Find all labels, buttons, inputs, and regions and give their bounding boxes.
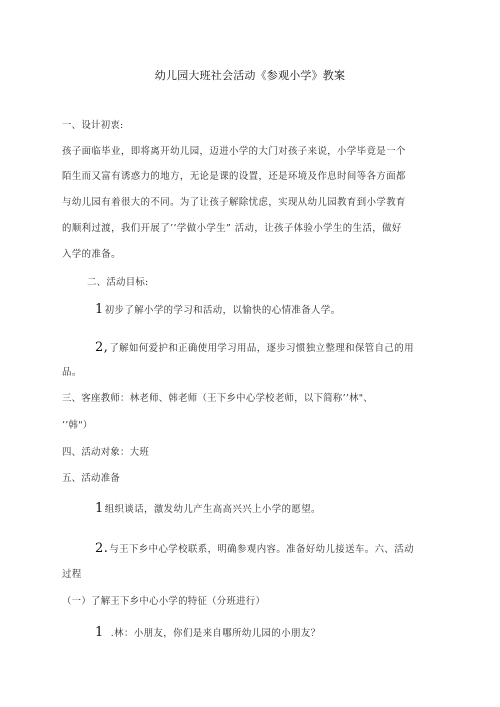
dialog-line-1-text: .林：小朋友，你们是来自哪所幼儿园的小朋友？ bbox=[110, 628, 321, 639]
goal-item-1-number: 1 bbox=[95, 302, 104, 317]
section-heading-goals: 二、活动目标: bbox=[87, 277, 149, 288]
dialog-line-1-number: 1 bbox=[95, 625, 104, 640]
prep-item-2-text: 与王下乡中心学校联系，明确参观内容。准备好幼儿接送车。六、活动 bbox=[109, 544, 414, 555]
section-guest-teachers-line-1: 三、客座教师：林老师、韩老师（王下乡中心学校老师，以下简称’’林"、 bbox=[62, 393, 374, 404]
paragraph-line-4: 的顺利过渡，我们开展了’’学做小学生” 活动，让孩子体验小学生的生活，做好 bbox=[62, 223, 402, 234]
paragraph-line-3: 与幼儿园有着很大的不同。为了让孩子解除忧虑，实现从幼儿园教育到小学教育 bbox=[62, 197, 406, 208]
goal-item-1-text: 初步了解小学的学习和活动，以愉快的心情准备人学。 bbox=[104, 305, 341, 316]
prep-item-2-number: 2. bbox=[95, 541, 109, 556]
document-title: 幼儿园大班社会活动《参观小学》教案 bbox=[154, 69, 346, 82]
goal-item-2-number: 2, bbox=[95, 340, 109, 355]
prep-item-2 bbox=[95, 543, 414, 556]
goal-item-1 bbox=[95, 304, 341, 317]
prep-item-1-number: 1 bbox=[95, 501, 104, 516]
goal-item-2-text: 了解如何爱护和正确使用学习用品，逐步习惯独立整理和保管自己的用 bbox=[109, 343, 414, 354]
goal-item-2 bbox=[95, 342, 414, 355]
goal-item-2-continuation: 品。 bbox=[62, 367, 82, 378]
paragraph-line-1: 孩子面临毕业，即将离开幼儿园，迈进小学的大门对孩子来说，小学毕竟是一个 bbox=[62, 146, 406, 157]
prep-item-1-text: 组织谈话，激发幼儿产生高高兴兴上小学的愿望。 bbox=[104, 504, 321, 515]
section-heading-design-intent: 一、设计初衷: bbox=[62, 120, 124, 131]
section-audience: 四、活动对象：大班 bbox=[62, 447, 150, 458]
section-heading-preparation: 五、活动准备 bbox=[62, 473, 121, 484]
prep-item-1 bbox=[95, 503, 321, 516]
paragraph-line-5: 入学的准备。 bbox=[62, 249, 121, 260]
section-guest-teachers-line-2: ’’韩"） bbox=[62, 420, 93, 431]
dialog-line-1 bbox=[95, 627, 321, 640]
prep-item-2-continuation: 过程 bbox=[62, 569, 82, 580]
subsection-heading-1: （一）了解王下乡中心小学的特征（分班进行） bbox=[62, 596, 266, 607]
paragraph-line-2: 陌生而又富有诱惑力的地方，无论是课的设置，还是环境及作息时间等各方面都 bbox=[62, 171, 406, 182]
